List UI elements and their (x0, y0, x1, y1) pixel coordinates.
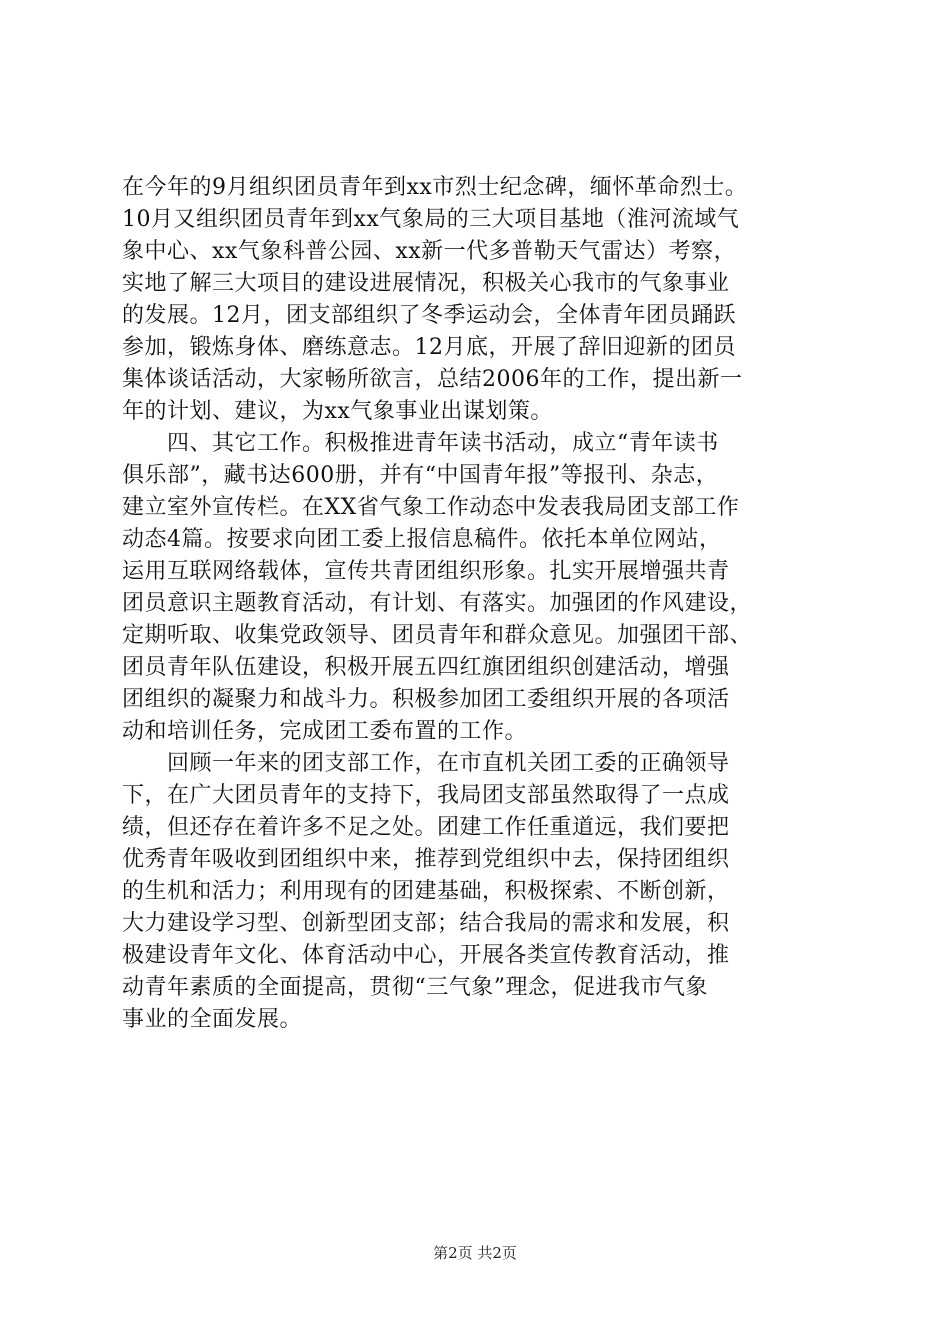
text-line: 在今年的9月组织团员青年到xx市烈士纪念碑，缅怀革命烈士。 (122, 175, 748, 200)
text-line: 定期听取、收集党政领导、团员青年和群众意见。加强团干部、 (122, 623, 753, 648)
page-number-label: 第2页 共2页 (433, 1244, 517, 1262)
text-line: 实地了解三大项目的建设进展情况，积极关心我市的气象事业 (122, 271, 730, 296)
text-line: 象中心、xx气象科普公园、xx新一代多普勒天气雷达）考察， (122, 239, 737, 264)
text-line: 参加，锻炼身体、磨练意志。12月底，开展了辞旧迎新的团员 (122, 335, 736, 360)
page-footer (0, 1243, 950, 1263)
text-line: 动青年素质的全面提高，贯彻“三气象”理念，促进我市气象 (122, 975, 708, 1000)
text-line: 团组织的凝聚力和战斗力。积极参加团工委组织开展的各项活 (122, 687, 730, 712)
text-line: 的生机和活力；利用现有的团建基础，积极探索、不断创新， (122, 879, 730, 904)
text-line: 极建设青年文化、体育活动中心，开展各类宣传教育活动，推 (122, 943, 730, 968)
text-line: 10月又组织团员青年到xx气象局的三大项目基地（淮河流域气 (122, 207, 740, 232)
text-line: 动和培训任务，完成团工委布置的工作。 (122, 719, 528, 744)
document-body (122, 172, 834, 1036)
text-line: 俱乐部”，藏书达600册，并有“中国青年报”等报刊、杂志， (122, 463, 719, 488)
text-line: 团员青年队伍建设，积极开展五四红旗团组织创建活动，增强 (122, 655, 730, 680)
text-line: 绩，但还存在着许多不足之处。团建工作任重道远，我们要把 (122, 815, 730, 840)
text-line: 年的计划、建议，为xx气象事业出谋划策。 (122, 399, 553, 424)
text-line: 运用互联网络载体，宣传共青团组织形象。扎实开展增强共青 (122, 559, 730, 584)
text-line: 集体谈话活动，大家畅所欲言，总结2006年的工作，提出新一 (122, 367, 743, 392)
text-line: 回顾一年来的团支部工作，在市直机关团工委的正确领导 (122, 751, 730, 776)
text-line: 四、其它工作。积极推进青年读书活动，成立“青年读书 (122, 431, 719, 456)
text-line: 下，在广大团员青年的支持下，我局团支部虽然取得了一点成 (122, 783, 730, 808)
text-line: 团员意识主题教育活动，有计划、有落实。加强团的作风建设， (122, 591, 753, 616)
text-line: 的发展。12月，团支部组织了冬季运动会，全体青年团员踊跃 (122, 303, 736, 328)
text-line: 事业的全面发展。 (122, 1007, 303, 1032)
text-line: 大力建设学习型、创新型团支部；结合我局的需求和发展，积 (122, 911, 730, 936)
text-line: 优秀青年吸收到团组织中来，推荐到党组织中去，保持团组织 (122, 847, 730, 872)
text-line: 建立室外宣传栏。在XX省气象工作动态中发表我局团支部工作 (122, 495, 740, 520)
text-line: 动态4篇。按要求向团工委上报信息稿件。依托本单位网站， (122, 527, 722, 552)
